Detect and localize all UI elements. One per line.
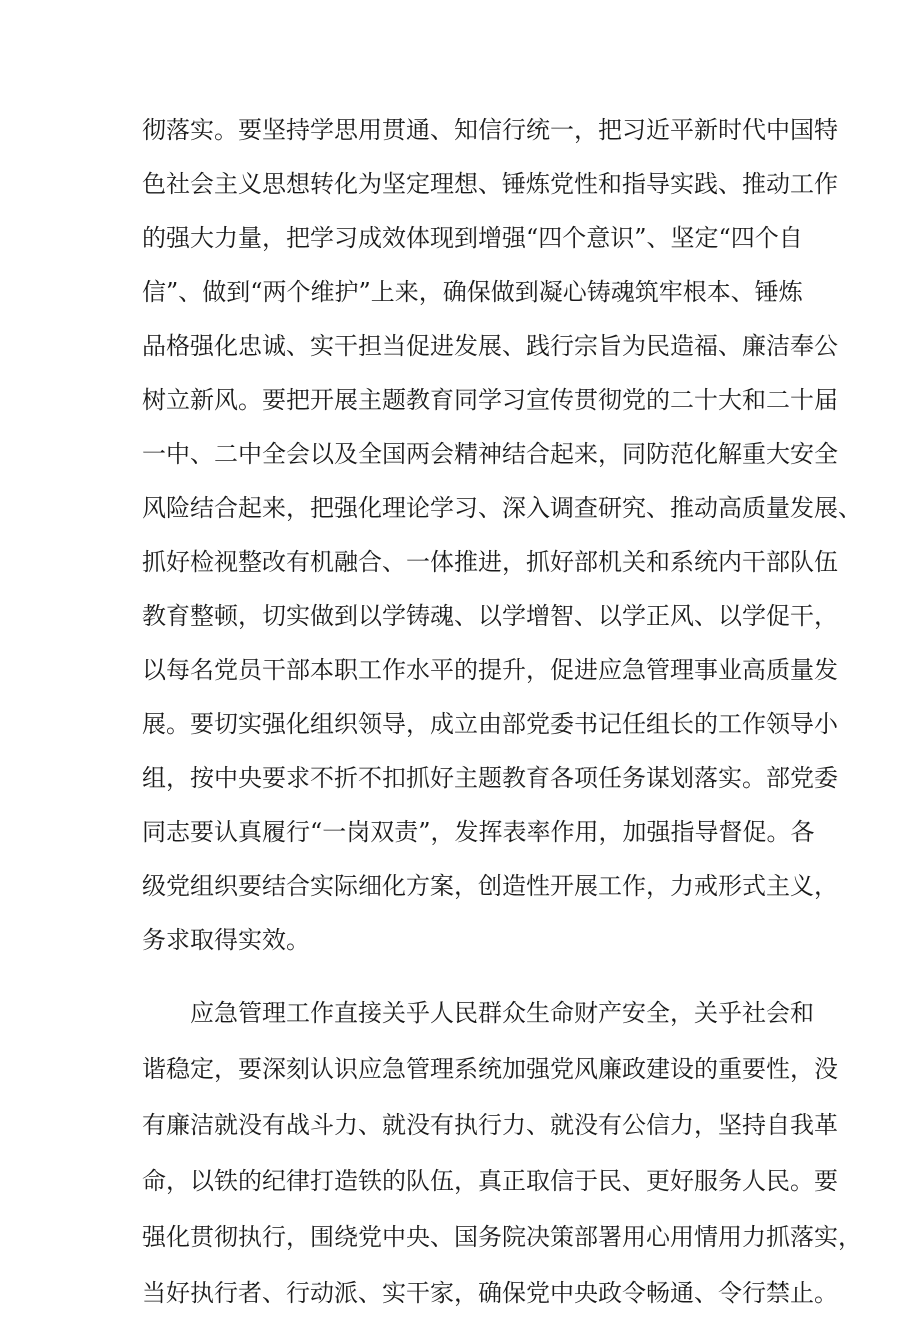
text-line: 风险结合起来，把强化理论学习、深入调查研究、推动高质量发展、 xyxy=(142,494,862,522)
text-line: 务求取得实效。 xyxy=(142,926,310,954)
text-line: 抓好检视整改有机融合、一体推进，抓好部机关和系统内干部队伍 xyxy=(142,548,838,576)
paragraph-2 xyxy=(142,985,862,1321)
text-line: 强化贯彻执行，围绕党中央、国务院决策部署用心用情用力抓落实， xyxy=(142,1223,862,1251)
text-line: 一中、二中全会以及全国两会精神结合起来，同防范化解重大安全 xyxy=(142,440,838,468)
document-page xyxy=(142,103,862,1321)
text-line: 以每名党员干部本职工作水平的提升，促进应急管理事业高质量发 xyxy=(142,656,838,684)
paragraph-1 xyxy=(142,103,862,967)
text-line: 级党组织要结合实际细化方案，创造性开展工作，力戒形式主义， xyxy=(142,872,838,900)
text-line: 当好执行者、行动派、实干家，确保党中央政令畅通、令行禁止。 xyxy=(142,1279,838,1307)
text-line: 树立新风。要把开展主题教育同学习宣传贯彻党的二十大和二十届 xyxy=(142,386,838,414)
text-line: 品格强化忠诚、实干担当促进发展、践行宗旨为民造福、廉洁奉公 xyxy=(142,332,838,360)
text-line: 教育整顿，切实做到以学铸魂、以学增智、以学正风、以学促干， xyxy=(142,602,838,630)
text-line: 的强大力量，把学习成效体现到增强“四个意识”、坚定“四个自 xyxy=(142,224,803,252)
text-line: 命，以铁的纪律打造铁的队伍，真正取信于民、更好服务人民。要 xyxy=(142,1167,838,1195)
text-line: 谐稳定，要深刻认识应急管理系统加强党风廉政建设的重要性，没 xyxy=(142,1055,838,1083)
text-line: 信”、做到“两个维护”上来，确保做到凝心铸魂筑牢根本、锤炼 xyxy=(142,278,803,306)
text-line: 展。要切实强化组织领导，成立由部党委书记任组长的工作领导小 xyxy=(142,710,838,738)
text-line: 色社会主义思想转化为坚定理想、锤炼党性和指导实践、推动工作 xyxy=(142,170,838,198)
text-line: 组，按中央要求不折不扣抓好主题教育各项任务谋划落实。部党委 xyxy=(142,764,838,792)
text-line: 同志要认真履行“一岗双责”，发挥表率作用，加强指导督促。各 xyxy=(142,818,815,846)
text-line: 应急管理工作直接关乎人民群众生命财产安全，关乎社会和 xyxy=(190,999,814,1027)
text-line: 彻落实。要坚持学思用贯通、知信行统一，把习近平新时代中国特 xyxy=(142,116,838,144)
text-line: 有廉洁就没有战斗力、就没有执行力、就没有公信力，坚持自我革 xyxy=(142,1111,838,1139)
